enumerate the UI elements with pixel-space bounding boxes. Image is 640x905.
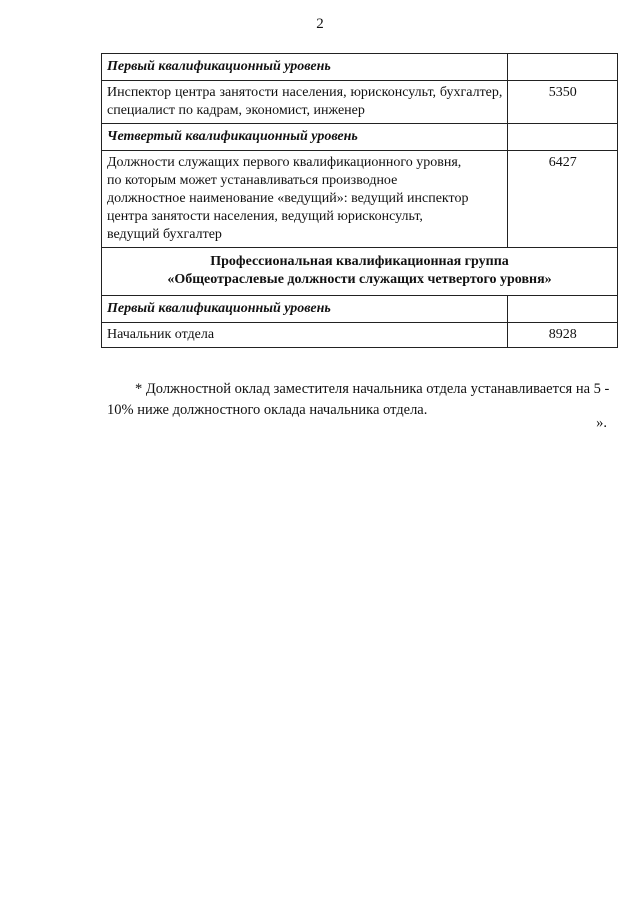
table-row-group-header — [102, 248, 618, 296]
position-names: Начальник отдела — [102, 323, 508, 348]
table-row-position — [102, 323, 618, 348]
text-line: Должности служащих первого квалификационного уровня, — [107, 155, 462, 170]
table-row-position — [102, 151, 618, 248]
position-names — [102, 151, 508, 248]
text-line: центра занятости населения, ведущий юрисконсульт, — [107, 209, 423, 224]
salary-value: 5350 — [508, 81, 618, 124]
salary-value: 8928 — [508, 323, 618, 348]
professional-group-title — [102, 248, 618, 296]
qualification-level-label: Первый квалификационный уровень — [102, 54, 508, 81]
table-row-position — [102, 81, 618, 124]
group-title-line: Профессиональная квалификационная группа — [210, 254, 509, 269]
table-row-level-4 — [102, 124, 618, 151]
footnote: * Должностной оклад заместителя начальника отдела устанавливается на 5 - 10% ниже должностного оклада начальника отдела. — [107, 381, 610, 418]
closing-quote: ». — [596, 415, 607, 431]
table-row-level-1 — [102, 296, 618, 323]
page-number: 2 — [316, 16, 324, 32]
qualification-level-label: Четвертый квалификационный уровень — [102, 124, 508, 151]
table-row-level-1 — [102, 54, 618, 81]
group-title-line: «Общеотраслевые должности служащих четвертого уровня» — [167, 272, 552, 287]
text-line: ведущий бухгалтер — [107, 227, 222, 242]
salary-value: 6427 — [508, 151, 618, 248]
qualification-level-label: Первый квалификационный уровень — [102, 296, 508, 323]
salary-table — [101, 53, 618, 348]
salary-cell — [508, 54, 618, 81]
text-line: по которым может устанавливаться производное — [107, 173, 398, 188]
salary-cell — [508, 296, 618, 323]
text-line: должностное наименование «ведущий»: ведущий инспектор — [107, 191, 469, 206]
position-names: Инспектор центра занятости населения, юрисконсульт, бухгалтер, специалист по кадрам, экономист, инженер — [102, 81, 508, 124]
salary-cell — [508, 124, 618, 151]
